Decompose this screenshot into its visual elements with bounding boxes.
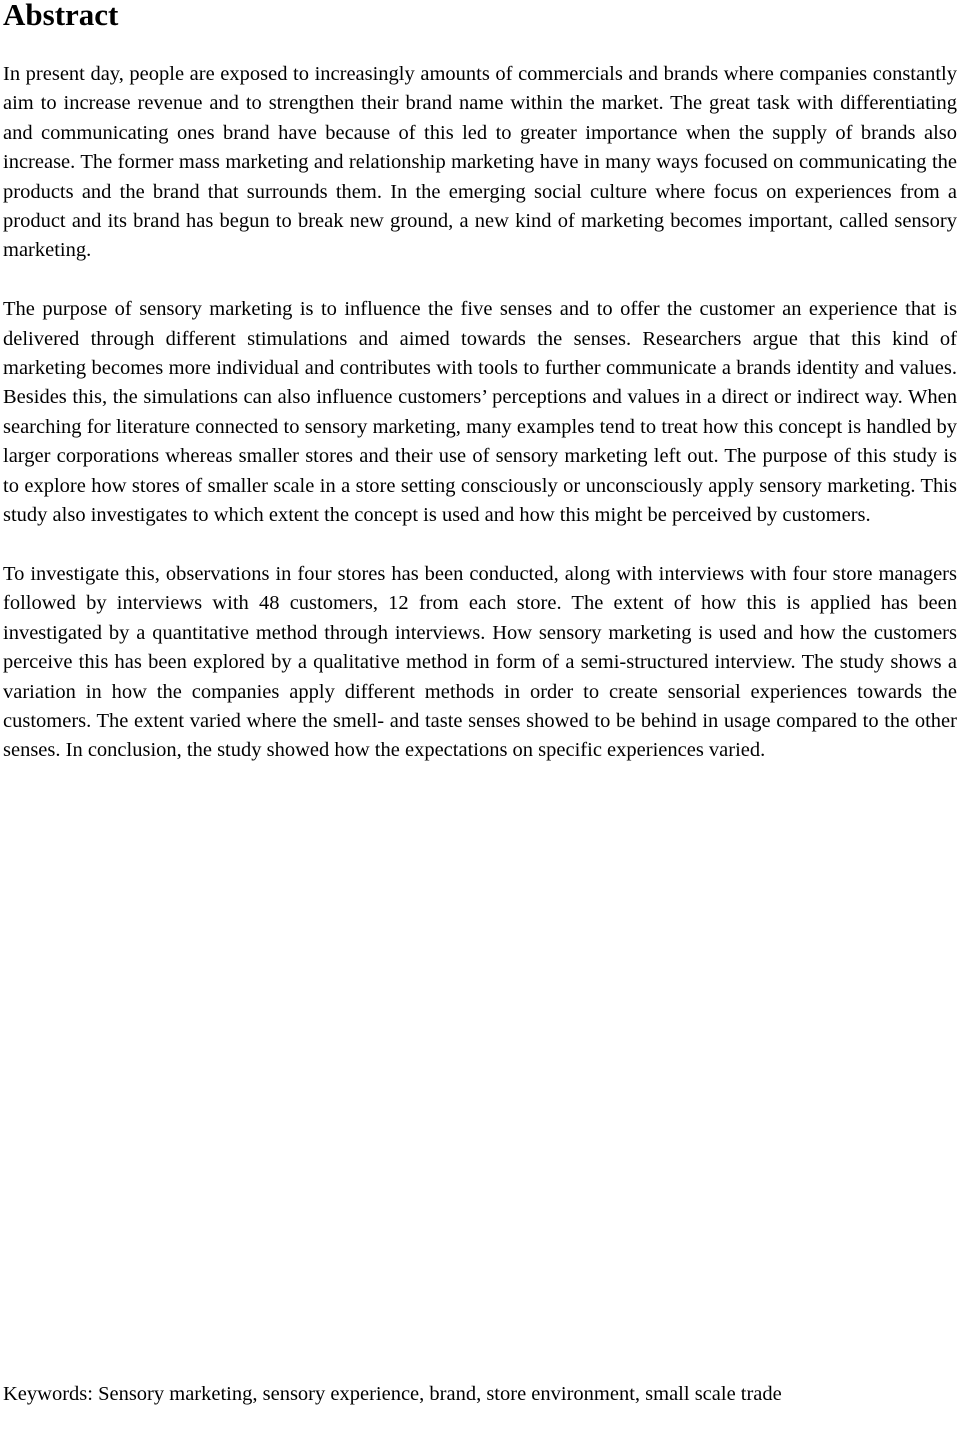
abstract-body	[3, 60, 957, 795]
abstract-heading: Abstract	[3, 0, 119, 32]
abstract-paragraph-3: To investigate this, observations in four stores has been conducted, along with interviews with four store managers followed by interviews with 48 customers, 12 from each store. The extent of how this is applied has been investigated by a quantitative method through interviews. How sensory marketing is used and how the customers perceive this has been explored by a qualitative method in form of a semi-structured interview. The study shows a variation in how the companies apply different methods in order to create sensorial experiences towards the customers. The extent varied where the smell- and taste senses showed to be behind in usage compared to the other senses. In conclusion, the study showed how the expectations on specific experiences varied.	[3, 562, 957, 762]
abstract-paragraph-2: The purpose of sensory marketing is to influence the five senses and to offer the customer an experience that is delivered through different stimulations and aimed towards the senses. Researchers argue that this kind of marketing becomes more individual and contributes with tools to further communicate a brands identity and values. Besides this, the simulations can also influence customers’ perceptions and values in a direct or indirect way. When searching for literature connected to sensory marketing, many examples tend to treat how this concept is handled by larger corporations whereas smaller stores and their use of sensory marketing left out. The purpose of this study is to explore how stores of smaller scale in a store setting consciously or unconsciously apply sensory marketing. This study also investigates to which extent the concept is used and how this might be perceived by customers.	[3, 298, 957, 527]
keywords-line: Keywords: Sensory marketing, sensory experience, brand, store environment, small scale trade	[3, 1383, 782, 1405]
abstract-paragraph-1: In present day, people are exposed to increasingly amounts of commercials and brands where companies constantly aim to increase revenue and to strengthen their brand name within the market. The great task with differentiating and communicating ones brand have because of this led to greater importance when the supply of brands also increase. The former mass marketing and relationship marketing have in many ways focused on communicating the products and the brand that surrounds them. In the emerging social culture where focus on experiences from a product and its brand has begun to break new ground, a new kind of marketing becomes important, called sensory marketing.	[3, 63, 957, 262]
